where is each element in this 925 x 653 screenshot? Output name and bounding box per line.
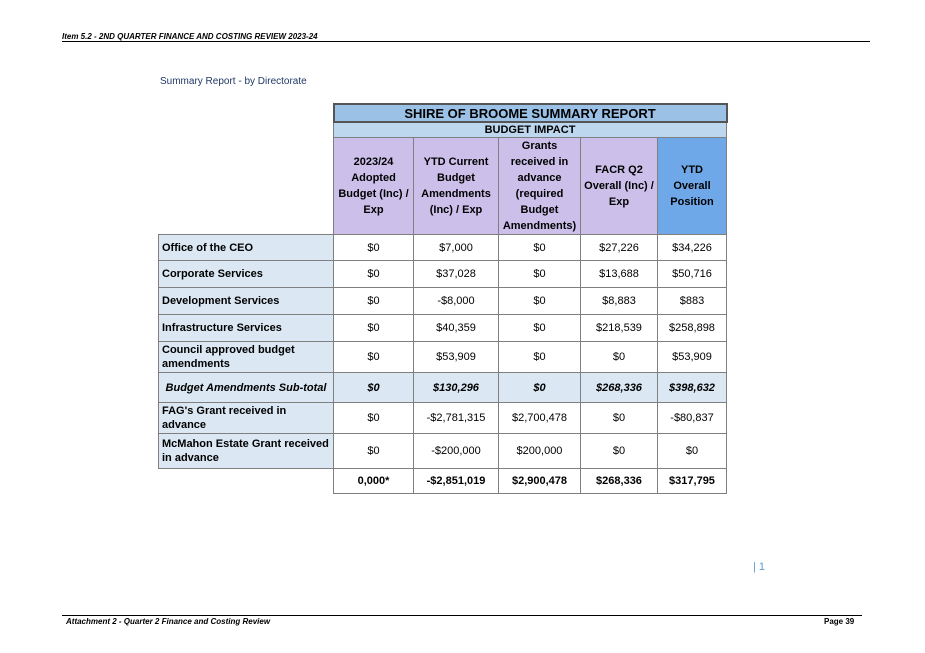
table-row: [159, 235, 727, 261]
cell: $0: [499, 288, 581, 315]
row-label: Council approved budget amendments: [159, 342, 334, 373]
column-header: 2023/24 Adopted Budget (Inc) / Exp: [334, 138, 414, 235]
report-title: SHIRE OF BROOME SUMMARY REPORT: [334, 104, 727, 122]
cell: $0: [334, 403, 414, 434]
cell: $0: [334, 261, 414, 288]
row-label: FAG's Grant received in advance: [159, 403, 334, 434]
cell: $2,700,478: [499, 403, 581, 434]
total-cell: -$2,851,019: [414, 469, 499, 494]
column-header: YTD Overall Position: [658, 138, 727, 235]
section-title: BUDGET IMPACT: [334, 122, 727, 138]
total-cell: $317,795: [658, 469, 727, 494]
table-row: [159, 434, 727, 469]
cell: $0: [581, 434, 658, 469]
cell: $258,898: [658, 315, 727, 342]
cell: $53,909: [414, 342, 499, 373]
cell: $130,296: [414, 373, 499, 403]
cell: $200,000: [499, 434, 581, 469]
cell: $27,226: [581, 235, 658, 261]
cell: $0: [334, 434, 414, 469]
table-row: [159, 261, 727, 288]
column-header: FACR Q2 Overall (Inc) / Exp: [581, 138, 658, 235]
cell: $0: [581, 403, 658, 434]
column-header: YTD Current Budget Amendments (Inc) / Exp: [414, 138, 499, 235]
header-divider: [62, 41, 870, 42]
row-label: Budget Amendments Sub-total: [159, 373, 334, 403]
total-cell: $2,900,478: [499, 469, 581, 494]
total-row: [159, 469, 727, 494]
cell: $0: [499, 342, 581, 373]
row-label: Office of the CEO: [159, 235, 334, 261]
row-label: Infrastructure Services: [159, 315, 334, 342]
cell: $37,028: [414, 261, 499, 288]
cell: $40,359: [414, 315, 499, 342]
cell: $398,632: [658, 373, 727, 403]
cell: $34,226: [658, 235, 727, 261]
table-row: [159, 342, 727, 373]
cell: $7,000: [414, 235, 499, 261]
page-header: Item 5.2 - 2ND QUARTER FINANCE AND COSTING REVIEW 2023-24: [62, 32, 318, 41]
cell: $8,883: [581, 288, 658, 315]
subtotal-row: [159, 373, 727, 403]
cell: -$2,781,315: [414, 403, 499, 434]
cell: $0: [334, 235, 414, 261]
cell: -$80,837: [658, 403, 727, 434]
cell: $13,688: [581, 261, 658, 288]
cell: $218,539: [581, 315, 658, 342]
column-header: Grants received in advance (required Budget Amendments): [499, 138, 581, 235]
cell: $0: [581, 342, 658, 373]
report-subtitle: Summary Report - by Directorate: [160, 76, 307, 87]
cell: $50,716: [658, 261, 727, 288]
footer-divider: [62, 615, 862, 616]
row-label: McMahon Estate Grant received in advance: [159, 434, 334, 469]
cell: $0: [334, 288, 414, 315]
cell: -$8,000: [414, 288, 499, 315]
cell: $0: [334, 315, 414, 342]
table-row: [159, 403, 727, 434]
cell: $53,909: [658, 342, 727, 373]
total-cell: $268,336: [581, 469, 658, 494]
cell: $0: [499, 261, 581, 288]
row-label: Corporate Services: [159, 261, 334, 288]
cell: $883: [658, 288, 727, 315]
table-row: [159, 315, 727, 342]
cell: -$200,000: [414, 434, 499, 469]
summary-table: [158, 103, 728, 494]
cell: $268,336: [581, 373, 658, 403]
cell: $0: [499, 373, 581, 403]
total-cell: 0,000*: [334, 469, 414, 494]
footer-title: Attachment 2 - Quarter 2 Finance and Costing Review: [66, 617, 271, 626]
cell: $0: [334, 342, 414, 373]
table-row: [159, 288, 727, 315]
footer-page-number: Page 39: [824, 617, 855, 626]
row-label: Development Services: [159, 288, 334, 315]
cell: $0: [499, 235, 581, 261]
cell: $0: [499, 315, 581, 342]
page-marker: | 1: [753, 561, 766, 573]
cell: $0: [334, 373, 414, 403]
cell: $0: [658, 434, 727, 469]
